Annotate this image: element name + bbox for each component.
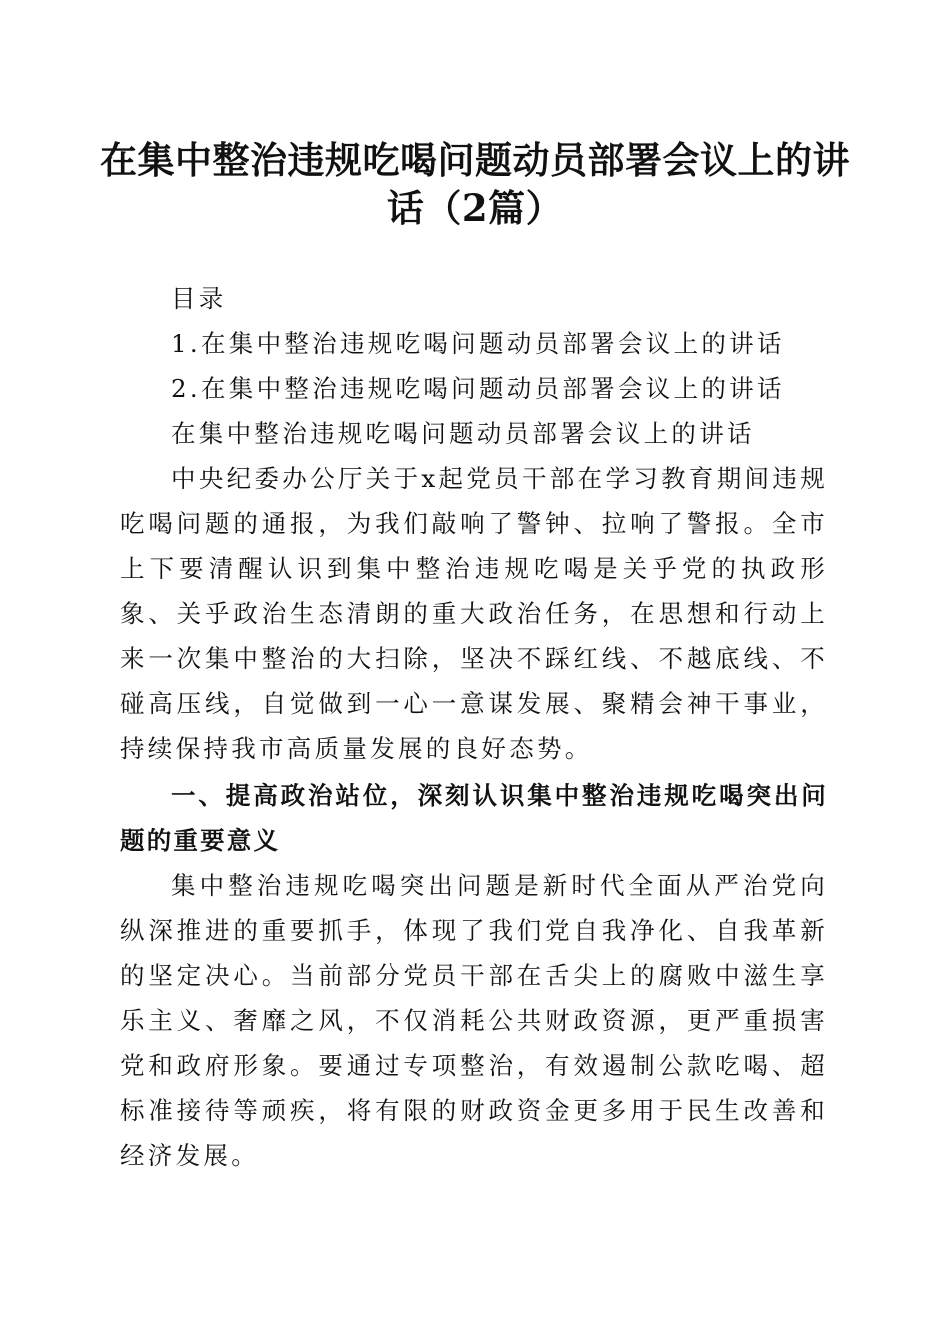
body-paragraph: 集中整治违规吃喝突出问题是新时代全面从严治党向纵深推进的重要抓手，体现了我们党自我净化、自我革新的坚定决心。当前部分党员干部在舌尖上的腐败中滋生享乐主义、奢靡之风，不仅消耗公共财政资源，更严重损害党和政府形象。要通过专项整治，有效遏制公款吃喝、超标准接待等顽疾，将有限的财政资金更多用于民生改善和经济发展。: [120, 871, 828, 1170]
section-heading-1: 一、提高政治站位，深刻认识集中整治违规吃喝突出问题的重要意义: [120, 781, 828, 855]
section-title: 在集中整治违规吃喝问题动员部署会议上的讲话: [171, 419, 755, 448]
intro-paragraph: 中央纪委办公厅关于x起党员干部在学习教育期间违规吃喝问题的通报，为我们敲响了警钟、拉响了警报。全市上下要清醒认识到集中整治违规吃喝是关乎党的执政形象、关乎政治生态清朗的重大政治任务，在思想和行动上来一次集中整治的大扫除，坚决不踩红线、不越底线、不碰高压线，自觉做到一心一意谋发展、聚精会神干事业，持续保持我市高质量发展的良好态势。: [120, 464, 828, 763]
toc-label: 目录: [171, 284, 227, 313]
toc-item-1: 1.在集中整治违规吃喝问题动员部署会议上的讲话: [171, 329, 785, 358]
document-body: [120, 276, 828, 1178]
document-title: 在集中整治违规吃喝问题动员部署会议上的讲话（2篇）: [100, 138, 850, 230]
toc-item-2: 2.在集中整治违规吃喝问题动员部署会议上的讲话: [171, 374, 785, 403]
